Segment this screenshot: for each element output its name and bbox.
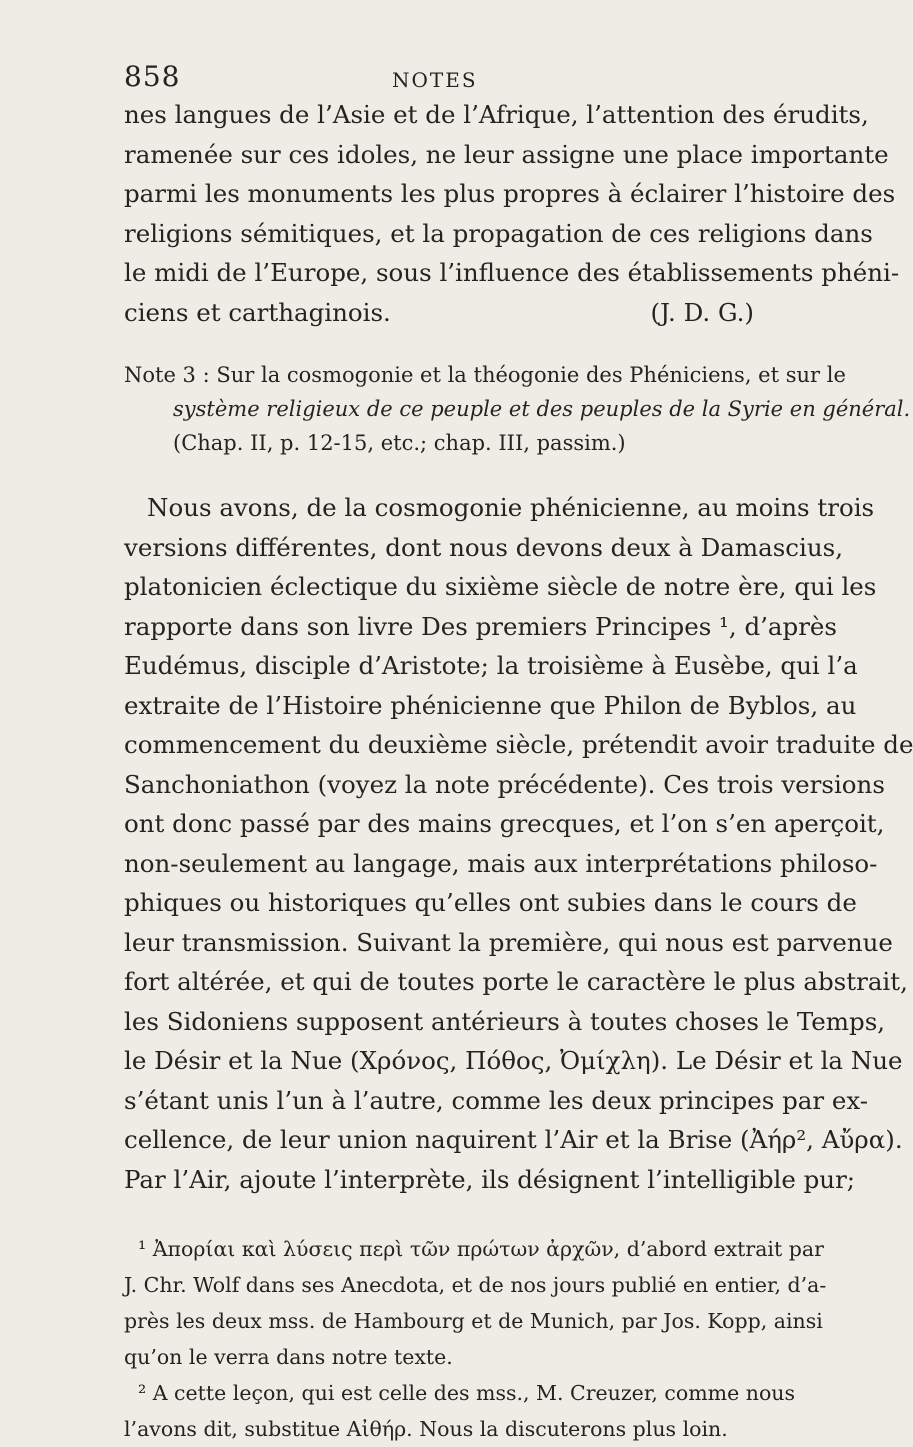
paragraph-continuation xyxy=(124,95,900,332)
text-line: rapporte dans son livre Des premiers Principes ¹, d’après xyxy=(124,611,838,641)
text-line: ont donc passé par des mains grecques, et l’on s’en aperçoit, xyxy=(124,809,885,838)
text-line: nes langues de l’Asie et de l’Afrique, l’attention des érudits, xyxy=(124,100,869,129)
page-body xyxy=(124,95,913,1447)
text-line: fort altérée, et qui de toutes porte le caractère le plus abstrait, xyxy=(124,967,908,996)
text-line: phiques ou historiques qu’elles ont subies dans le cours de xyxy=(124,888,857,917)
footnote-line: qu’on le verra dans notre texte. xyxy=(124,1345,453,1369)
note-heading-line: système religieux de ce peuple et des peuples de la Syrie en général. xyxy=(173,397,911,421)
note-heading-line: Note 3 : Sur la cosmogonie et la théogonie des Phéniciens, et sur le xyxy=(124,363,846,387)
text-line: Par l’Air, ajoute l’interprète, ils désignent l’intelligible pur; xyxy=(124,1164,856,1194)
text-line: non-seulement au langage, mais aux interprétations philoso- xyxy=(124,848,878,878)
text-line: parmi les monuments les plus propres à éclairer l’histoire des xyxy=(124,179,896,208)
text-line: leur transmission. Suivant la première, qui nous est parvenue xyxy=(124,927,893,957)
footnote-line: ² A cette leçon, qui est celle des mss., M. Creuzer, comme nous xyxy=(138,1381,796,1405)
text-line: versions différentes, dont nous devons deux à Damascius, xyxy=(124,532,844,562)
text-line: ramenée sur ces idoles, ne leur assigne une place importante xyxy=(124,139,889,169)
paragraph-cosmogony xyxy=(124,488,913,1199)
text-line: Eudémus, disciple d’Aristote; la troisième à Eusèbe, qui l’a xyxy=(124,651,858,680)
text-line: extraite de l’Histoire phénicienne que Philon de Byblos, au xyxy=(124,690,857,720)
text-line-last xyxy=(124,293,754,333)
text-line: les Sidoniens supposent antérieurs à toutes choses le Temps, xyxy=(124,1006,886,1036)
footnote-line: J. Chr. Wolf dans ses Anecdota, et de nos jours publié en entier, d’a- xyxy=(124,1273,827,1297)
text-line: le midi de l’Europe, sous l’influence des établissements phéni- xyxy=(124,258,900,287)
text-line: commencement du deuxième siècle, prétendit avoir traduite de xyxy=(124,730,913,759)
text-line: le Désir et la Nue (Χρόνος, Πόθος, Ὀμίχλη). Le Désir et la Nue xyxy=(124,1046,903,1075)
footnotes xyxy=(124,1231,827,1447)
footnote-line: ¹ Ἀπορίαι καὶ λύσεις περὶ τῶν πρώτων ἀρχῶν, d’abord extrait par xyxy=(138,1237,824,1261)
text-line-content: ciens et carthaginois. xyxy=(124,297,391,327)
footnote-line: l’avons dit, substitue Αἰθήρ. Nous la discuterons plus loin. xyxy=(124,1417,728,1441)
running-head: NOTES xyxy=(392,68,478,92)
author-signature: (J. D. G.) xyxy=(650,297,754,327)
page-header xyxy=(124,60,744,100)
text-line: s’étant unis l’un à l’autre, comme les deux principes par ex- xyxy=(124,1085,869,1115)
text-line: Nous avons, de la cosmogonie phénicienne, au moins trois xyxy=(147,493,875,522)
page-number: 858 xyxy=(124,60,181,93)
note-heading-line: (Chap. II, p. 12-15, etc.; chap. III, passim.) xyxy=(173,431,626,455)
text-line: platonicien éclectique du sixième siècle de notre ère, qui les xyxy=(124,572,877,601)
text-line: cellence, de leur union naquirent l’Air et la Brise (Ἀήρ², Αὔρα). xyxy=(124,1125,903,1154)
text-line: religions sémitiques, et la propagation de ces religions dans xyxy=(124,218,873,248)
text-line: Sanchoniathon (voyez la note précédente). Ces trois versions xyxy=(124,769,885,799)
footnote-line: près les deux mss. de Hambourg et de Munich, par Jos. Kopp, ainsi xyxy=(124,1309,823,1333)
note-3-heading xyxy=(124,358,911,460)
